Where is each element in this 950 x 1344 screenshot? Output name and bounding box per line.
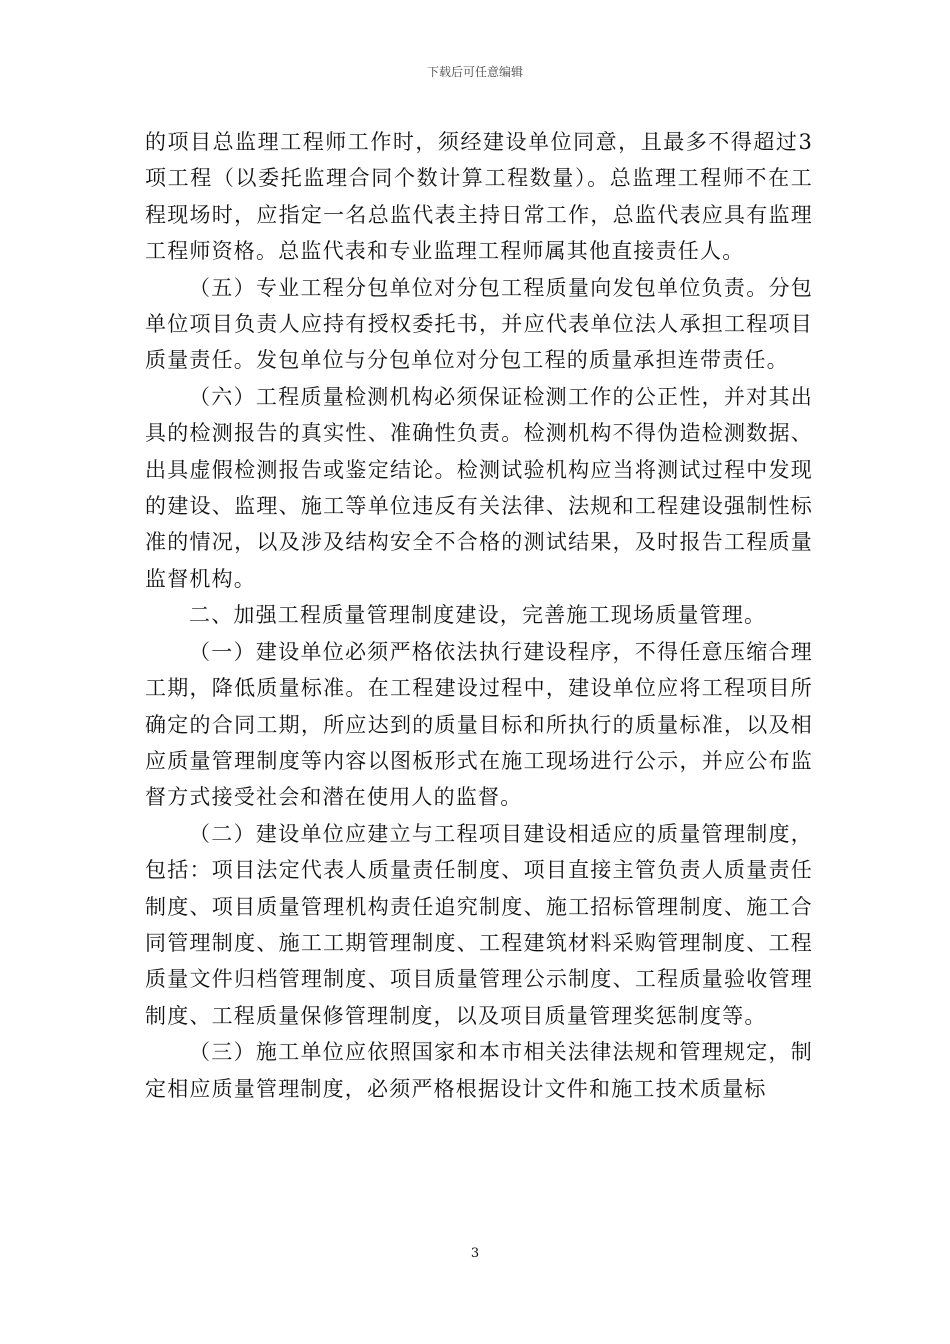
page-number: 3 [470,1246,480,1261]
paragraph-continuation: 的项目总监理工程师工作时，须经建设单位同意，且最多不得超过3项工程（以委托监理合同个数计算工程数量）。总监理工程师不在工程现场时，应指定一名总监代表主持日常工作，总监代表应具有监理工程师资格。总监代表和专业监理工程师属其他直接责任人。 [145,130,813,264]
paragraph-item-5: （五）专业工程分包单位对分包工程质量向发包单位负责。分包单位项目负责人应持有授权委托书，并应代表单位法人承担工程项目质量责任。发包单位与分包单位对分包工程的质量承担连带责任。 [145,275,813,373]
paragraph-item-2: （二）建设单位应建立与工程项目建设相适应的质量管理制度，包括：项目法定代表人质量责任制度、项目直接主管负责人质量责任制度、项目质量管理机构责任追究制度、施工招标管理制度、施工合同管理制度、施工工期管理制度、工程建筑材料采购管理制度、工程质量文件归档管理制度、项目质量管理公示制度、工程质量验收管理制度、工程质量保修管理制度，以及项目质量管理奖惩制度等。 [145,821,813,1028]
document-body [145,124,813,1107]
section-heading-2: 二、加强工程质量管理制度建设，完善施工现场质量管理。 [189,603,767,628]
paragraph-item-3: （三）施工单位应依照国家和本市相关法律法规和管理规定，制定相应质量管理制度，必须严格根据设计文件和施工技术质量标 [145,1040,813,1101]
page-header: 下载后可任意编辑 [426,65,523,79]
paragraph-item-1: （一）建设单位必须严格依法执行建设程序，不得任意压缩合理工期，降低质量标准。在工程建设过程中，建设单位应将工程项目所确定的合同工期，所应达到的质量目标和所执行的质量标准，以及相应质量管理制度等内容以图板形式在施工现场进行公示，并应公布监督方式接受社会和潜在使用人的监督。 [145,639,813,810]
paragraph-item-6: （六）工程质量检测机构必须保证检测工作的公正性，并对其出具的检测报告的真实性、准确性负责。检测机构不得伪造检测数据、出具虚假检测报告或鉴定结论。检测试验机构应当将测试过程中发现的建设、监理、施工等单位违反有关法律、法规和工程建设强制性标准的情况，以及涉及结构安全不合格的测试结果，及时报告工程质量监督机构。 [145,384,813,591]
